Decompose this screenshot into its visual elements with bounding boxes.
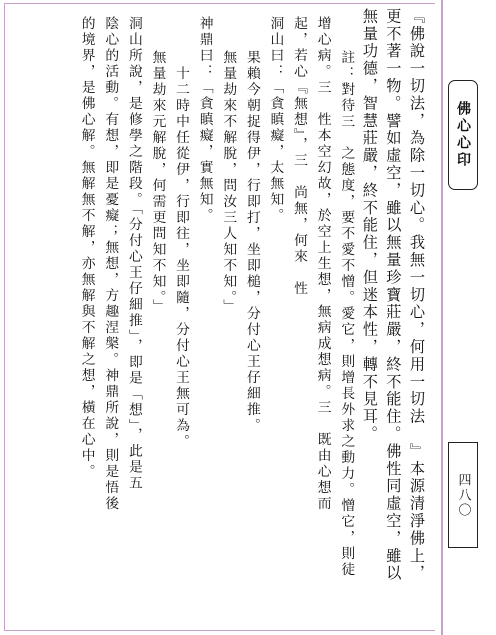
page-number-box bbox=[448, 442, 478, 548]
text-column: 『佛說一切法，為除一切心。我無一切心，何用一切法 』本源清淨佛上， bbox=[408, 8, 426, 583]
margin-rule bbox=[441, 0, 443, 635]
text-column: 無量劫來元解脫，何需更問知不知。」 bbox=[149, 50, 166, 316]
chapter-tab-label: 佛心心印 bbox=[455, 101, 471, 169]
text-column: 果賴今朝捉得伊，行即打，坐即槌，分付心王仔細推。 bbox=[243, 50, 260, 434]
text-column: 洞山所說，是修學之階段。「分付心王仔細推」，即是「想」，此是五 bbox=[125, 16, 142, 492]
page-number: 四八〇 bbox=[455, 472, 471, 518]
chapter-tab bbox=[448, 80, 478, 190]
text-column: 起，若心『無想』，三 尚無，何來 性 bbox=[291, 16, 308, 298]
text-column: 更不著一物。譬如虛空，雖以無量珍寶莊嚴，終不能住。佛性同虛空，雖以 bbox=[384, 8, 403, 583]
text-column: 註：對待三 之態度，要不愛不憎。愛它，則增長外求之動力。憎它，則徒 bbox=[338, 50, 355, 578]
text-column: 十二時中任從伊，行即往，坐即隨，分付心王無可為。 bbox=[173, 66, 190, 450]
text-column: 陰心的活動。有想，即是憂癡；無想，方趣涅槃。神鼎所說，則是悟後 bbox=[102, 16, 119, 512]
text-column: 洞山曰：「貪瞋癡，太無知。 bbox=[267, 16, 284, 224]
text-column: 神鼎曰：「貪瞋癡，實無知。 bbox=[196, 16, 213, 224]
vertical-text-body bbox=[8, 8, 428, 624]
text-column: 的境界，是佛心解。無解無不解，亦無解與不解之想，橫在心中。 bbox=[78, 16, 95, 480]
text-column: 增心病。三 性本空幻故，於空上生想，無病成想病。三 既由心想而 bbox=[314, 16, 331, 512]
text-column: 無量劫來不解脫，問汝三人知不知。」 bbox=[220, 50, 237, 316]
text-column: 無量功德，智慧莊嚴，終不能住，但迷本性，轉不見耳。 bbox=[360, 8, 379, 443]
